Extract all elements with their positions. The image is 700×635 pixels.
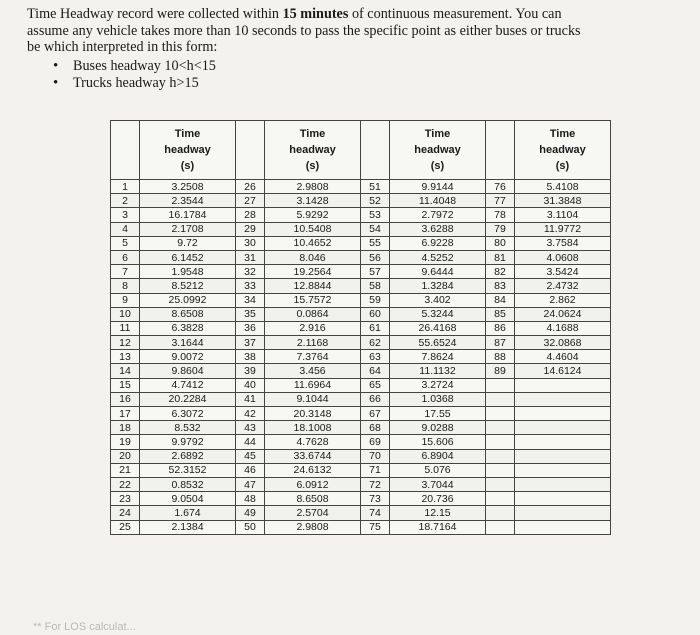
vehicle-index-cell: 89 [486, 364, 515, 378]
table-row [111, 180, 611, 194]
headway-value-cell [515, 492, 611, 506]
headway-value-cell: 9.1044 [265, 392, 361, 406]
bullet-icon: • [53, 57, 59, 74]
vehicle-index-cell: 63 [361, 350, 390, 364]
vehicle-index-cell: 51 [361, 180, 390, 194]
vehicle-index-cell: 56 [361, 250, 390, 264]
vehicle-index-cell: 8 [111, 279, 140, 293]
headway-value-cell: 9.0288 [390, 421, 486, 435]
vehicle-index-cell: 6 [111, 250, 140, 264]
table-row [111, 336, 611, 350]
headway-value-cell: 8.6508 [140, 307, 236, 321]
table-row [111, 265, 611, 279]
classification-list [27, 58, 677, 92]
vehicle-index-cell: 9 [111, 293, 140, 307]
table-row [111, 492, 611, 506]
headway-value-cell: 20.3148 [265, 407, 361, 421]
headway-value-cell [515, 378, 611, 392]
headway-value-cell: 6.8904 [390, 449, 486, 463]
vehicle-index-cell: 71 [361, 463, 390, 477]
headway-value-cell: 8.5212 [140, 279, 236, 293]
headway-table [110, 120, 611, 535]
vehicle-index-cell: 67 [361, 407, 390, 421]
headway-value-cell: 3.2508 [140, 180, 236, 194]
headway-value-cell: 9.8604 [140, 364, 236, 378]
headway-value-cell: 18.7164 [390, 520, 486, 534]
headway-value-cell: 6.9228 [390, 236, 486, 250]
bullet-trucks: • Trucks headway h>15 [53, 74, 199, 91]
vehicle-index-cell: 66 [361, 392, 390, 406]
vehicle-index-cell: 59 [361, 293, 390, 307]
headway-value-cell: 6.1452 [140, 250, 236, 264]
bullet-icon: • [53, 74, 59, 91]
headway-value-cell [515, 392, 611, 406]
headway-value-cell: 1.0368 [390, 392, 486, 406]
table-row [111, 364, 611, 378]
vehicle-index-cell: 62 [361, 336, 390, 350]
table-row [111, 506, 611, 520]
vehicle-index-cell: 28 [236, 208, 265, 222]
vehicle-index-cell: 21 [111, 463, 140, 477]
vehicle-index-cell: 85 [486, 307, 515, 321]
headway-value-cell: 4.1688 [515, 321, 611, 335]
headway-value-cell: 10.4652 [265, 236, 361, 250]
headway-value-cell: 25.0992 [140, 293, 236, 307]
vehicle-index-cell [486, 421, 515, 435]
headway-value-cell: 20.736 [390, 492, 486, 506]
headway-value-cell: 52.3152 [140, 463, 236, 477]
table-header-row [111, 121, 611, 180]
vehicle-index-cell: 76 [486, 180, 515, 194]
table-row [111, 194, 611, 208]
headway-value-cell: 2.3544 [140, 194, 236, 208]
vehicle-index-cell: 35 [236, 307, 265, 321]
vehicle-index-cell: 50 [236, 520, 265, 534]
vehicle-index-cell: 29 [236, 222, 265, 236]
bullet-buses: • Buses headway 10<h<15 [53, 57, 216, 74]
vehicle-index-cell: 15 [111, 378, 140, 392]
table-row [111, 421, 611, 435]
vehicle-index-cell: 57 [361, 265, 390, 279]
headway-value-cell: 4.7412 [140, 378, 236, 392]
table-row [111, 208, 611, 222]
vehicle-index-cell: 64 [361, 364, 390, 378]
vehicle-index-cell: 10 [111, 307, 140, 321]
table-row [111, 449, 611, 463]
vehicle-index-cell: 17 [111, 407, 140, 421]
vehicle-index-cell: 78 [486, 208, 515, 222]
headway-value-cell: 11.9772 [515, 222, 611, 236]
vehicle-index-cell [486, 407, 515, 421]
headway-value-cell: 3.1644 [140, 336, 236, 350]
headway-value-cell: 6.3072 [140, 407, 236, 421]
table-row [111, 477, 611, 491]
headway-value-cell: 3.456 [265, 364, 361, 378]
vehicle-index-cell: 69 [361, 435, 390, 449]
headway-value-cell: 11.4048 [390, 194, 486, 208]
table-row [111, 407, 611, 421]
headway-value-cell: 8.046 [265, 250, 361, 264]
vehicle-index-cell: 30 [236, 236, 265, 250]
headway-value-cell: 9.9792 [140, 435, 236, 449]
headway-value-cell [515, 407, 611, 421]
vehicle-index-cell: 86 [486, 321, 515, 335]
headway-value-cell: 4.0608 [515, 250, 611, 264]
vehicle-index-cell [486, 463, 515, 477]
vehicle-index-cell: 84 [486, 293, 515, 307]
headway-value-cell: 3.2724 [390, 378, 486, 392]
vehicle-index-cell: 80 [486, 236, 515, 250]
headway-value-cell: 9.6444 [390, 265, 486, 279]
headway-value-cell [515, 435, 611, 449]
headway-value-cell [515, 506, 611, 520]
headway-value-cell [515, 477, 611, 491]
headway-value-cell: 1.9548 [140, 265, 236, 279]
vehicle-index-cell [486, 492, 515, 506]
headway-value-cell: 10.5408 [265, 222, 361, 236]
headway-value-cell: 3.1104 [515, 208, 611, 222]
headway-value-cell: 11.6964 [265, 378, 361, 392]
headway-value-cell: 2.1708 [140, 222, 236, 236]
vehicle-index-cell: 61 [361, 321, 390, 335]
headway-value-cell: 2.862 [515, 293, 611, 307]
vehicle-index-cell: 4 [111, 222, 140, 236]
vehicle-index-cell: 54 [361, 222, 390, 236]
vehicle-index-cell: 5 [111, 236, 140, 250]
headway-value-cell [515, 463, 611, 477]
vehicle-index-cell: 47 [236, 477, 265, 491]
headway-value-cell: 2.1168 [265, 336, 361, 350]
headway-value-cell: 1.3284 [390, 279, 486, 293]
headway-value-cell [515, 421, 611, 435]
vehicle-index-cell: 72 [361, 477, 390, 491]
table-row [111, 321, 611, 335]
vehicle-index-cell: 3 [111, 208, 140, 222]
headway-header: Time headway (s) [140, 121, 236, 180]
vehicle-index-cell: 43 [236, 421, 265, 435]
index-header [361, 121, 390, 180]
headway-value-cell: 19.2564 [265, 265, 361, 279]
vehicle-index-cell: 55 [361, 236, 390, 250]
vehicle-index-cell: 70 [361, 449, 390, 463]
intro-line-2: assume any vehicle takes more than 10 seconds to pass the specific point as either buses or trucks [27, 22, 581, 39]
vehicle-index-cell: 13 [111, 350, 140, 364]
headway-value-cell [515, 520, 611, 534]
vehicle-index-cell: 81 [486, 250, 515, 264]
table-row [111, 293, 611, 307]
vehicle-index-cell: 11 [111, 321, 140, 335]
headway-value-cell: 3.5424 [515, 265, 611, 279]
headway-value-cell: 8.6508 [265, 492, 361, 506]
vehicle-index-cell: 52 [361, 194, 390, 208]
headway-value-cell: 17.55 [390, 407, 486, 421]
headway-value-cell: 55.6524 [390, 336, 486, 350]
vehicle-index-cell [486, 378, 515, 392]
vehicle-index-cell [486, 520, 515, 534]
headway-value-cell: 12.15 [390, 506, 486, 520]
headway-value-cell: 5.4108 [515, 180, 611, 194]
vehicle-index-cell: 46 [236, 463, 265, 477]
vehicle-index-cell: 7 [111, 265, 140, 279]
headway-value-cell: 16.1784 [140, 208, 236, 222]
index-header [236, 121, 265, 180]
vehicle-index-cell: 53 [361, 208, 390, 222]
vehicle-index-cell: 27 [236, 194, 265, 208]
vehicle-index-cell: 74 [361, 506, 390, 520]
headway-value-cell: 9.0504 [140, 492, 236, 506]
headway-value-cell: 2.4732 [515, 279, 611, 293]
headway-value-cell: 9.72 [140, 236, 236, 250]
vehicle-index-cell: 73 [361, 492, 390, 506]
headway-value-cell: 32.0868 [515, 336, 611, 350]
headway-value-cell: 3.6288 [390, 222, 486, 236]
vehicle-index-cell: 40 [236, 378, 265, 392]
headway-value-cell: 24.6132 [265, 463, 361, 477]
vehicle-index-cell: 18 [111, 421, 140, 435]
vehicle-index-cell [486, 449, 515, 463]
vehicle-index-cell: 31 [236, 250, 265, 264]
headway-value-cell: 26.4168 [390, 321, 486, 335]
headway-value-cell: 3.402 [390, 293, 486, 307]
vehicle-index-cell: 75 [361, 520, 390, 534]
vehicle-index-cell: 77 [486, 194, 515, 208]
vehicle-index-cell: 2 [111, 194, 140, 208]
headway-value-cell: 5.076 [390, 463, 486, 477]
vehicle-index-cell: 83 [486, 279, 515, 293]
headway-value-cell: 9.0072 [140, 350, 236, 364]
headway-value-cell: 24.0624 [515, 307, 611, 321]
table-row [111, 279, 611, 293]
vehicle-index-cell: 25 [111, 520, 140, 534]
headway-value-cell: 0.8532 [140, 477, 236, 491]
headway-value-cell: 2.916 [265, 321, 361, 335]
vehicle-index-cell: 45 [236, 449, 265, 463]
vehicle-index-cell: 16 [111, 392, 140, 406]
headway-value-cell: 4.5252 [390, 250, 486, 264]
vehicle-index-cell: 38 [236, 350, 265, 364]
table-row [111, 378, 611, 392]
headway-value-cell: 6.3828 [140, 321, 236, 335]
headway-value-cell: 11.1132 [390, 364, 486, 378]
headway-value-cell: 1.674 [140, 506, 236, 520]
headway-value-cell: 4.7628 [265, 435, 361, 449]
vehicle-index-cell [486, 392, 515, 406]
headway-value-cell: 7.8624 [390, 350, 486, 364]
headway-value-cell: 3.7044 [390, 477, 486, 491]
headway-header: Time headway (s) [390, 121, 486, 180]
vehicle-index-cell: 68 [361, 421, 390, 435]
vehicle-index-cell: 42 [236, 407, 265, 421]
table-row [111, 236, 611, 250]
vehicle-index-cell: 87 [486, 336, 515, 350]
table-row [111, 520, 611, 534]
vehicle-index-cell: 88 [486, 350, 515, 364]
headway-header: Time headway (s) [265, 121, 361, 180]
headway-value-cell: 3.7584 [515, 236, 611, 250]
headway-value-cell: 31.3848 [515, 194, 611, 208]
vehicle-index-cell: 48 [236, 492, 265, 506]
vehicle-index-cell: 79 [486, 222, 515, 236]
index-header [111, 121, 140, 180]
headway-value-cell: 18.1008 [265, 421, 361, 435]
vehicle-index-cell: 24 [111, 506, 140, 520]
question-text [27, 6, 677, 92]
vehicle-index-cell: 20 [111, 449, 140, 463]
vehicle-index-cell [486, 435, 515, 449]
headway-value-cell [515, 449, 611, 463]
vehicle-index-cell: 36 [236, 321, 265, 335]
table-row [111, 435, 611, 449]
vehicle-index-cell: 19 [111, 435, 140, 449]
headway-value-cell: 2.1384 [140, 520, 236, 534]
vehicle-index-cell: 14 [111, 364, 140, 378]
table-row [111, 250, 611, 264]
table-row [111, 463, 611, 477]
headway-value-cell: 15.7572 [265, 293, 361, 307]
headway-value-cell: 2.7972 [390, 208, 486, 222]
vehicle-index-cell: 41 [236, 392, 265, 406]
headway-value-cell: 2.6892 [140, 449, 236, 463]
headway-value-cell: 2.9808 [265, 180, 361, 194]
intro-line-1: Time Headway record were collected within 15 minutes of continuous measurement. You can [27, 6, 562, 22]
table-row [111, 392, 611, 406]
headway-value-cell: 9.9144 [390, 180, 486, 194]
vehicle-index-cell: 49 [236, 506, 265, 520]
vehicle-index-cell: 60 [361, 307, 390, 321]
vehicle-index-cell: 44 [236, 435, 265, 449]
vehicle-index-cell: 58 [361, 279, 390, 293]
vehicle-index-cell [486, 506, 515, 520]
headway-value-cell: 0.0864 [265, 307, 361, 321]
headway-value-cell: 3.1428 [265, 194, 361, 208]
footer-note: ** For LOS calculat... [33, 621, 136, 633]
vehicle-index-cell: 32 [236, 265, 265, 279]
vehicle-index-cell: 65 [361, 378, 390, 392]
headway-value-cell: 7.3764 [265, 350, 361, 364]
vehicle-index-cell: 22 [111, 477, 140, 491]
table-body [111, 180, 611, 535]
vehicle-index-cell: 82 [486, 265, 515, 279]
vehicle-index-cell: 1 [111, 180, 140, 194]
vehicle-index-cell: 23 [111, 492, 140, 506]
headway-value-cell: 5.9292 [265, 208, 361, 222]
headway-value-cell: 2.5704 [265, 506, 361, 520]
headway-value-cell: 33.6744 [265, 449, 361, 463]
vehicle-index-cell: 39 [236, 364, 265, 378]
vehicle-index-cell: 33 [236, 279, 265, 293]
headway-value-cell: 4.4604 [515, 350, 611, 364]
headway-value-cell: 14.6124 [515, 364, 611, 378]
headway-value-cell: 5.3244 [390, 307, 486, 321]
headway-value-cell: 15.606 [390, 435, 486, 449]
index-header [486, 121, 515, 180]
headway-header: Time headway (s) [515, 121, 611, 180]
vehicle-index-cell: 12 [111, 336, 140, 350]
headway-value-cell: 20.2284 [140, 392, 236, 406]
vehicle-index-cell: 34 [236, 293, 265, 307]
vehicle-index-cell: 26 [236, 180, 265, 194]
headway-value-cell: 6.0912 [265, 477, 361, 491]
intro-line-3: be which interpreted in this form: [27, 39, 218, 55]
vehicle-index-cell: 37 [236, 336, 265, 350]
vehicle-index-cell [486, 477, 515, 491]
headway-value-cell: 8.532 [140, 421, 236, 435]
headway-value-cell: 2.9808 [265, 520, 361, 534]
table-row [111, 222, 611, 236]
table-row [111, 350, 611, 364]
table-row [111, 307, 611, 321]
headway-value-cell: 12.8844 [265, 279, 361, 293]
